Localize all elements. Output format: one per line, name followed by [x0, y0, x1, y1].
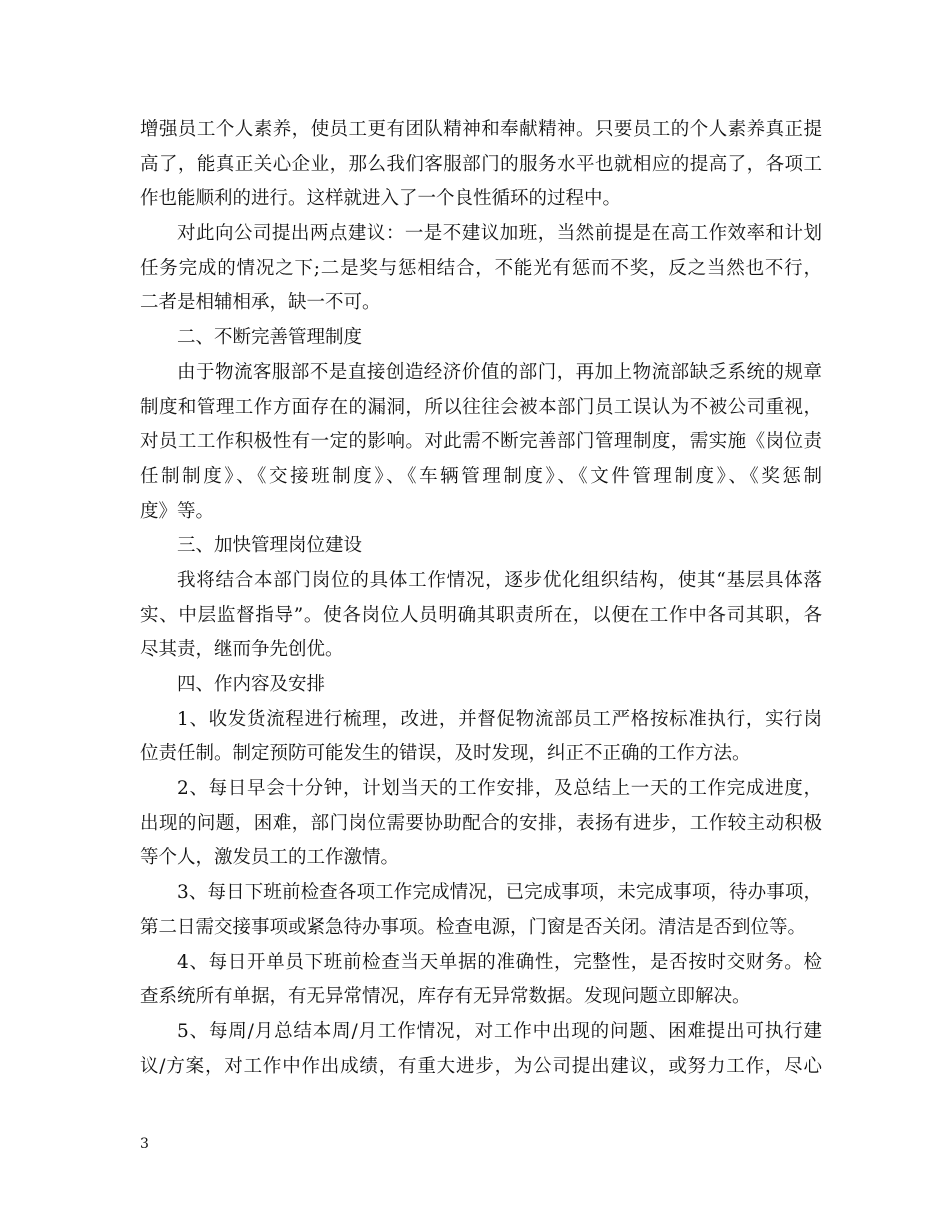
text-line: 由于物流客服部不是直接创造经济价值的部门，再加上物流部缺乏系统的规章 — [177, 361, 822, 383]
text-line: 第二日需交接事项或紧急待办事项。检查电源，门窗是否关闭。清洁是否到位等。 — [140, 916, 807, 938]
text-line: 制度和管理工作方面存在的漏洞，所以往往会被本部门员工误认为不被公司重视， — [140, 396, 822, 418]
text-line: 实、中层监督指导”。使各岗位人员明确其职责所在，以便在工作中各司其职，各 — [140, 604, 822, 626]
text-line: 5、每周/月总结本周/月工作情况，对工作中出现的问题、困难提出可执行建 — [177, 1020, 822, 1042]
text-line: 3、每日下班前检查各项工作完成情况，已完成事项，未完成事项，待办事项， — [177, 882, 822, 904]
body-text — [140, 113, 822, 1084]
text-line: 2、每日早会十分钟，计划当天的工作安排，及总结上一天的工作完成进度， — [177, 778, 822, 800]
text-line: 增强员工个人素养，使员工更有团队精神和奉献精神。只要员工的个人素养真正提 — [140, 119, 822, 140]
text-line: 等个人，激发员工的工作激情。 — [140, 847, 400, 869]
text-line: 二、不断完善管理制度 — [177, 327, 363, 349]
text-line: 查系统所有单据，有无异常情况，库存有无异常数据。发现问题立即解决。 — [140, 986, 751, 1008]
text-line: 四、作内容及安排 — [177, 674, 326, 695]
text-line: 三、加快管理岗位建设 — [177, 535, 363, 557]
text-line: 任务完成的情况之下;二是奖与惩相结合，不能光有惩而不奖，反之当然也不行， — [140, 257, 822, 279]
text-line: 1、收发货流程进行梳理，改进，并督促物流部员工严格按标准执行，实行岗 — [177, 708, 822, 730]
text-line: 尽其责，继而争先创优。 — [140, 639, 344, 661]
text-line: 位责任制。制定预防可能发生的错误，及时发现，纠正不正确的工作方法。 — [140, 743, 751, 765]
text-line: 二者是相辅相承，缺一不可。 — [140, 292, 381, 314]
text-line: 对此向公司提出两点建议：一是不建议加班，当然前提是在高工作效率和计划 — [177, 223, 822, 245]
text-line: 议/方案，对工作中作出成绩，有重大进步，为公司提出建议，或努力工作，尽心 — [140, 1055, 822, 1077]
text-line: 高了，能真正关心企业，那么我们客服部门的服务水平也就相应的提高了，各项工 — [140, 153, 822, 175]
text-line: 对员工工作积极性有一定的影响。对此需不断完善部门管理制度，需实施《岗位责 — [140, 431, 822, 453]
text-line: 4、每日开单员下班前检查当天单据的准确性，完整性，是否按时交财务。检 — [177, 951, 822, 973]
text-line: 作也能顺利的进行。这样就进入了一个良性循环的过程中。 — [140, 188, 622, 210]
text-line: 出现的问题，困难，部门岗位需要协助配合的安排，表扬有进步，工作较主动积极 — [140, 812, 822, 834]
page-number: 3 — [140, 1136, 149, 1152]
text-line: 我将结合本部门岗位的具体工作情况，逐步优化组织结构，使其“基层具体落 — [177, 569, 822, 591]
text-line: 度》等。 — [140, 500, 215, 522]
text-line: 任制制度》、《交接班制度》、《车辆管理制度》、《文件管理制度》、《奖惩制 — [140, 465, 822, 487]
